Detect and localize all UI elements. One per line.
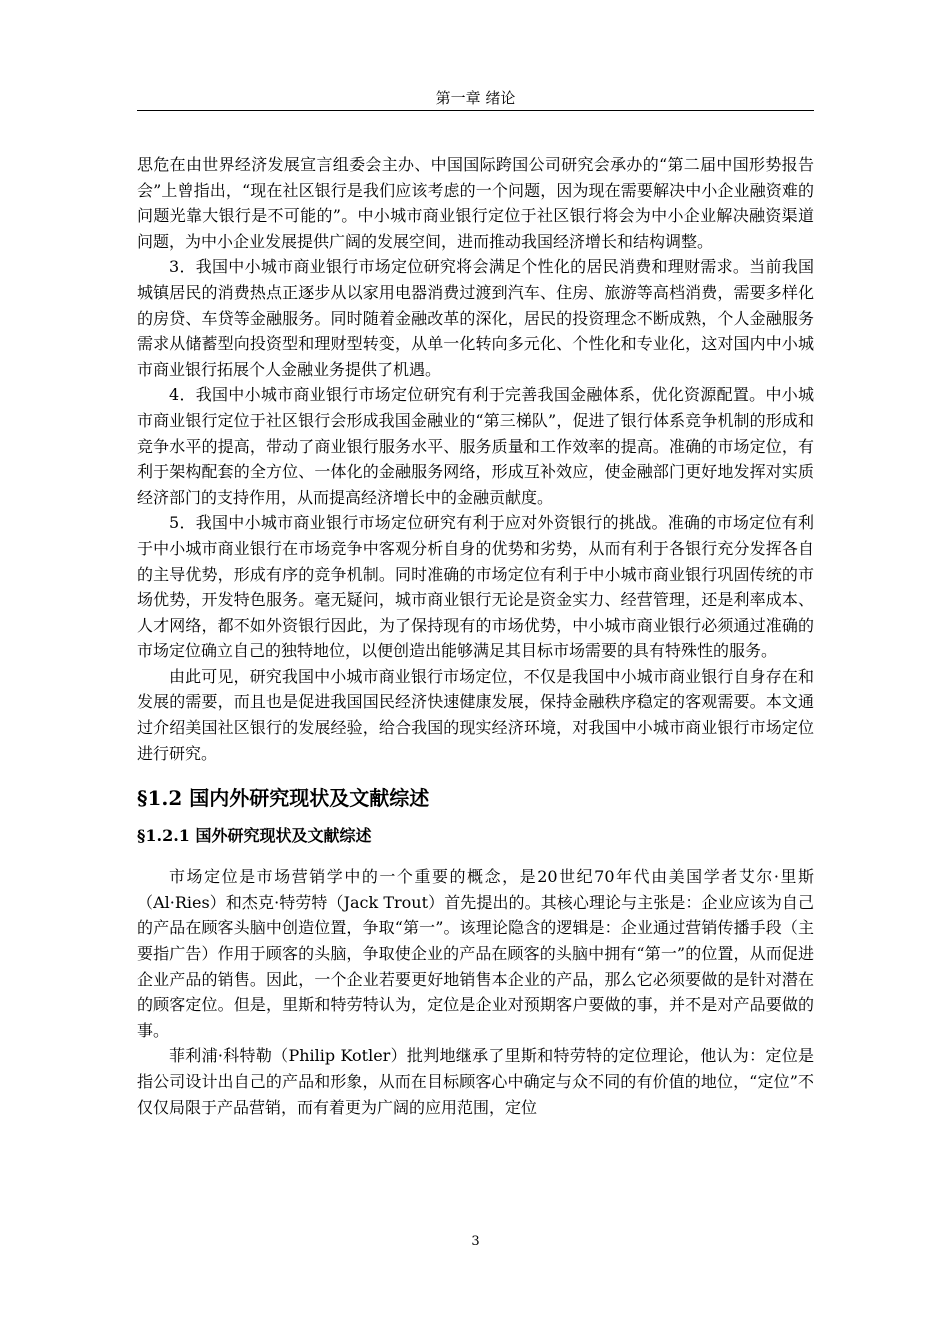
- paragraph: 3．我国中小城市商业银行市场定位研究将会满足个性化的居民消费和理财需求。当前我国城镇居民的消费热点正逐步从以家用电器消费过渡到汽车、住房、旅游等高档消费，需要多样化的房贷、车贷等金融服务。同时随着金融改革的深化，居民的投资理念不断成熟，个人金融服务需求从储蓄型向投资型和理财型转变，从单一化转向多元化、个性化和专业化，这对国内中小城市商业银行拓展个人金融业务提供了机遇。: [137, 257, 814, 379]
- paragraph: 5．我国中小城市商业银行市场定位研究有利于应对外资银行的挑战。准确的市场定位有利于中小城市商业银行在市场竞争中客观分析自身的优势和劣势，从而有利于各银行充分发挥各自的主导优势，形成有序的竞争机制。同时准确的市场定位有利于中小城市商业银行巩固传统的市场优势，开发特色服务。毫无疑问，城市商业银行无论是资金实力、经营管理，还是利率成本、人才网络，都不如外资银行因此，为了保持现有的市场优势，中小城市商业银行必须通过准确的市场定位确立自己的独特地位，以便创造出能够满足其目标市场需要的具有特殊性的服务。: [137, 513, 814, 661]
- header-divider: [137, 110, 814, 111]
- paragraph: 由此可见，研究我国中小城市商业银行市场定位，不仅是我国中小城市商业银行自身存在和发展的需要，而且也是促进我国国民经济快速健康发展，保持金融秩序稳定的客观需要。本文通过介绍美国社区银行的发展经验，给合我国的现实经济环境，对我国中小城市商业银行市场定位进行研究。: [137, 666, 814, 763]
- page-number: 3: [471, 1234, 480, 1249]
- paragraph: 菲利浦·科特勒（Philip Kotler）批判地继承了里斯和特劳特的定位理论，他认为：定位是指公司设计出自己的产品和形象，从而在目标顾客心中确定与众不同的有价值的地位，“定位”不仅仅局限于产品营销，而有着更为广阔的应用范围，定位: [137, 1046, 814, 1117]
- paragraph: 思危在由世界经济发展宣言组委会主办、中国国际跨国公司研究会承办的“第二届中国形势报告会”上曾指出，“现在社区银行是我们应该考虑的一个问题，因为现在需要解决中小企业融资难的问题光靠大银行是不可能的”。中小城市商业银行定位于社区银行将会为中小企业解决融资渠道问题，为中小企业发展提供广阔的发展空间，进而推动我国经济增长和结构调整。: [137, 155, 814, 251]
- paragraph: 市场定位是市场营销学中的一个重要的概念，是20世纪70年代由美国学者艾尔·里斯（Al·Ries）和杰克·特劳特（Jack Trout）首先提出的。其核心理论与主张是：企业应该为自己的产品在顾客头脑中创造位置，争取“第一”。该理论隐含的逻辑是：企业通过营销传播手段（主要指广告）作用于顾客的头脑，争取使企业的产品在顾客的头脑中拥有“第一”的位置，从而促进企业产品的销售。因此，一个企业若要更好地销售本企业的产品，那么它必须要做的是针对潜在的顾客定位。但是，里斯和特劳特认为，定位是企业对预期客户要做的事，并不是对产品要做的事。: [137, 867, 814, 1040]
- document-body: [137, 152, 814, 1120]
- subsection-heading: §1.2.1 国外研究现状及文献综述: [137, 826, 372, 846]
- section-heading: §1.2 国内外研究现状及文献综述: [137, 786, 430, 811]
- running-header: 第一章 绪论: [435, 89, 516, 107]
- paragraph: 4．我国中小城市商业银行市场定位研究有利于完善我国金融体系，优化资源配置。中小城市商业银行定位于社区银行会形成我国金融业的“第三梯队”，促进了银行体系竞争机制的形成和竞争水平的提高，带动了商业银行服务水平、服务质量和工作效率的提高。准确的市场定位，有利于架构配套的全方位、一体化的金融服务网络，形成互补效应，使金融部门更好地发挥对实质经济部门的支持作用，从而提高经济增长中的金融贡献度。: [137, 385, 814, 507]
